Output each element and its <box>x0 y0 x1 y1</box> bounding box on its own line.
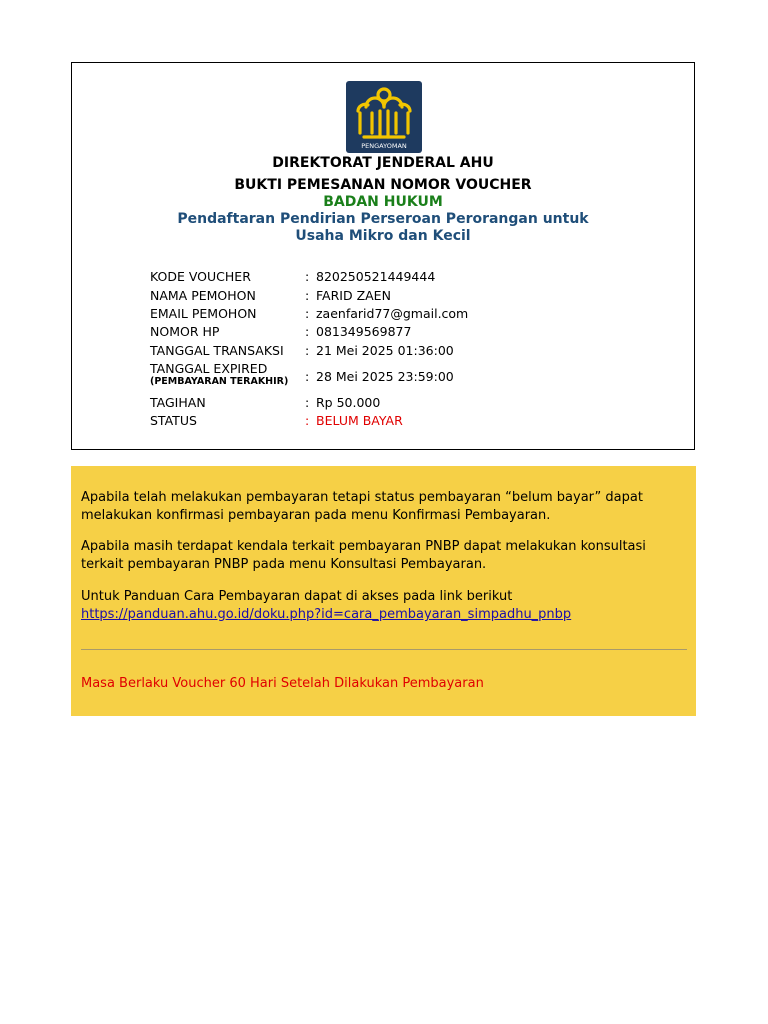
field-label: STATUS <box>150 413 197 428</box>
field-label: KODE VOUCHER <box>150 269 251 284</box>
service-line-2: Usaha Mikro dan Kecil <box>295 228 471 244</box>
field-colon: : <box>305 413 310 428</box>
divider <box>81 649 687 650</box>
notice-paragraph-3-text: Untuk Panduan Cara Pembayaran dapat di akses pada link berikut <box>81 589 513 604</box>
payment-notice <box>71 466 696 716</box>
logo-text: PENGAYOMAN <box>361 142 407 150</box>
field-value: 820250521449444 <box>316 269 436 284</box>
notice-paragraph-3 <box>81 588 681 624</box>
field-colon: : <box>305 288 310 303</box>
voucher-card <box>71 62 695 450</box>
notice-paragraph-1: Apabila telah melakukan pembayaran tetapi status pembayaran “belum bayar” dapat melakukan konfirmasi pembayaran pada menu Konfirmasi Pembayaran. <box>81 490 643 523</box>
field-colon: : <box>305 269 310 284</box>
org-title: DIREKTORAT JENDERAL AHU <box>272 155 494 171</box>
field-value: zaenfarid77@gmail.com <box>316 306 469 321</box>
field-colon: : <box>305 369 310 384</box>
document-title: BUKTI PEMESANAN NOMOR VOUCHER <box>234 177 532 193</box>
field-label: TAGIHAN <box>150 395 206 410</box>
field-value: Rp 50.000 <box>316 395 381 410</box>
field-label: NAMA PEMOHON <box>150 288 256 303</box>
field-label: EMAIL PEMOHON <box>150 306 257 321</box>
service-line-1: Pendaftaran Pendirian Perseroan Perorangan untuk <box>177 211 589 227</box>
voucher-validity-note: Masa Berlaku Voucher 60 Hari Setelah Dilakukan Pembayaran <box>81 676 484 691</box>
field-value: 081349569877 <box>316 324 412 339</box>
field-value: 21 Mei 2025 01:36:00 <box>316 343 454 358</box>
field-value: FARID ZAEN <box>316 288 391 303</box>
field-label: TANGGAL TRANSAKSI <box>150 343 284 358</box>
notice-paragraph-2: Apabila masih terdapat kendala terkait pembayaran PNBP dapat melakukan konsultasi terkait pembayaran PNBP pada menu Konsultasi Pembayaran. <box>81 539 646 572</box>
field-label-main: TANGGAL EXPIRED <box>150 361 268 376</box>
field-colon: : <box>305 324 310 339</box>
field-colon: : <box>305 343 310 358</box>
field-colon: : <box>305 395 310 410</box>
field-label: NOMOR HP <box>150 324 220 339</box>
service-title <box>72 211 694 245</box>
field-value: 28 Mei 2025 23:59:00 <box>316 369 454 384</box>
field-colon: : <box>305 306 310 321</box>
category-title: BADAN HUKUM <box>323 194 443 210</box>
payment-guide-link[interactable]: https://panduan.ahu.go.id/doku.php?id=cara_pembayaran_simpadhu_pnbp <box>81 607 572 622</box>
field-label <box>150 361 288 387</box>
pengayoman-logo <box>346 81 422 153</box>
status-badge: BELUM BAYAR <box>316 413 403 428</box>
field-sublabel: (PEMBAYARAN TERAKHIR) <box>150 376 289 387</box>
